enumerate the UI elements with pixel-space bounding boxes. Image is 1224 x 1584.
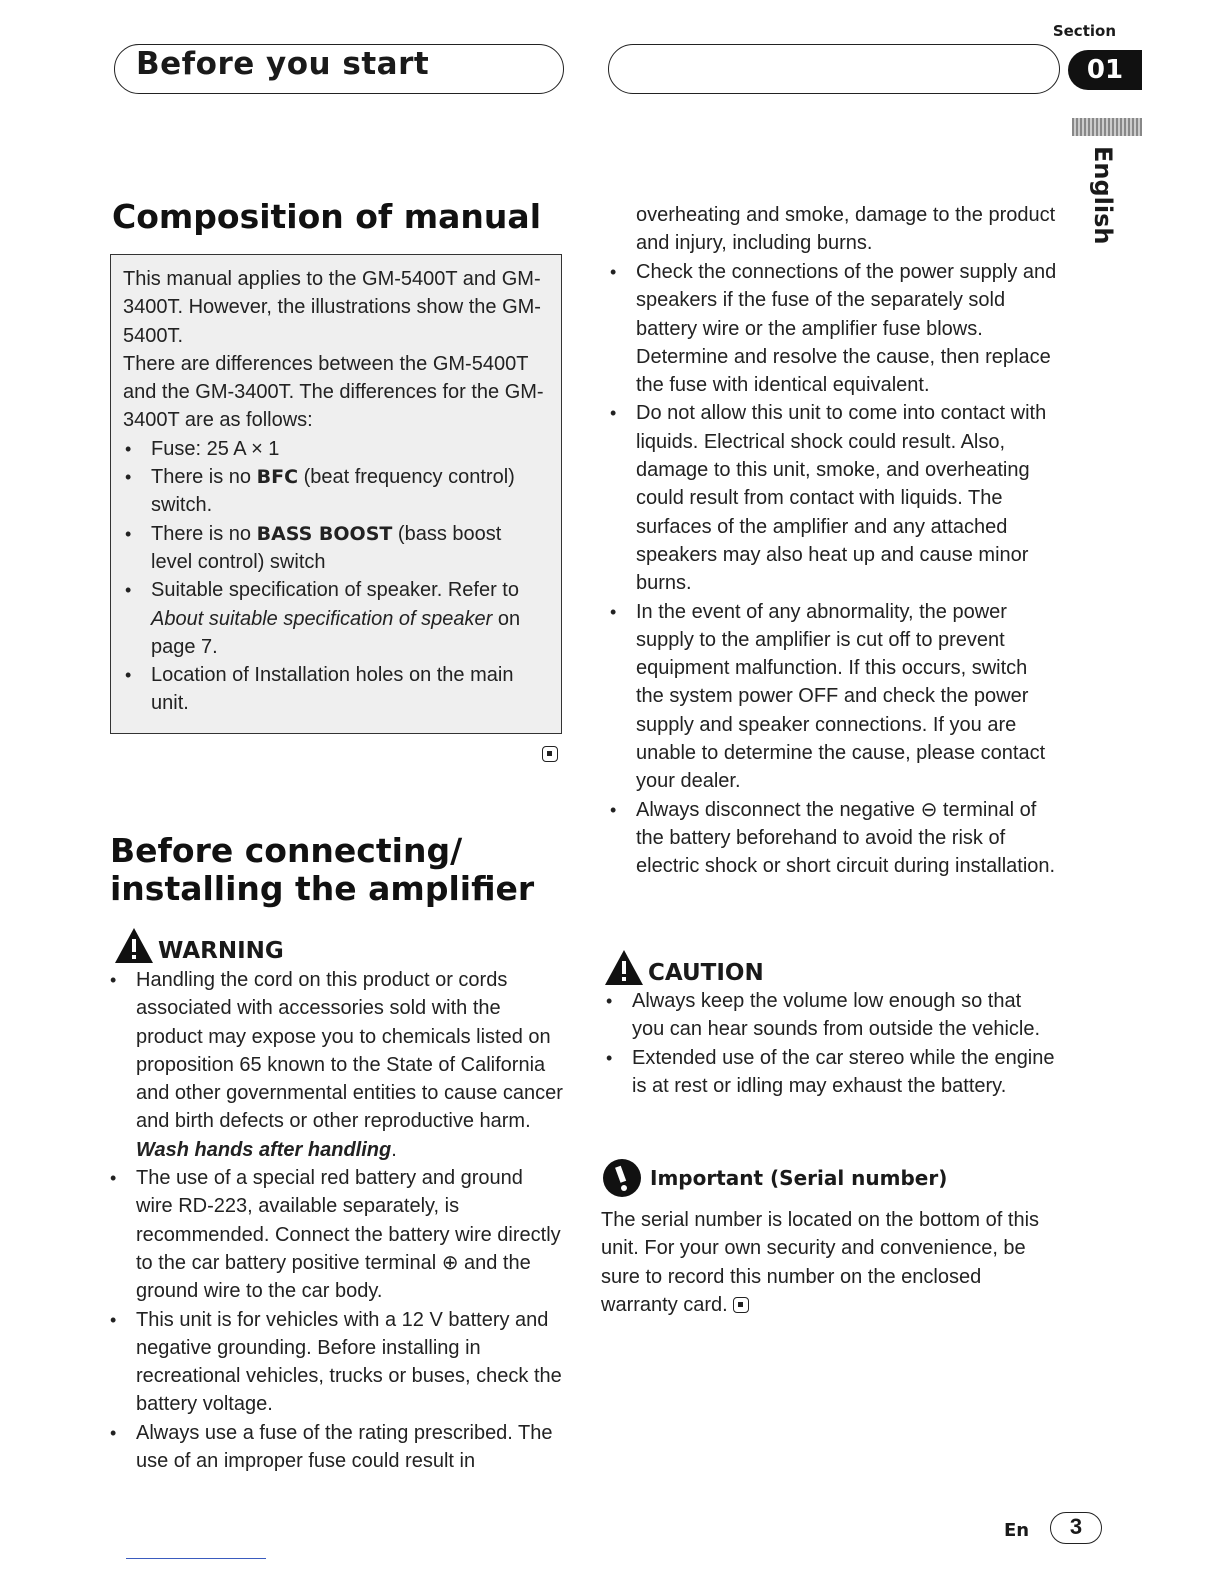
warning-list-continued: [608, 258, 1058, 881]
warning-item-5: Check the connections of the power supply and speakers if the fuse of the separately sold battery wire or the amplifier fuse blows. Determine and resolve the cause, then replace the fuse with identical equivalent.: [636, 261, 1057, 397]
list-item: [108, 1306, 564, 1419]
composition-intro-2: There are differences between the GM-5400T and the GM-3400T. The differences for the GM-3400T are as follows:: [123, 352, 544, 432]
composition-item-2-post: (beat frequency control) switch.: [151, 466, 515, 517]
composition-item-4-link: About suitable specification of speaker: [151, 607, 493, 630]
caution-item-2: Extended use of the car stereo while the engine is at rest or idling may exhaust the battery.: [632, 1046, 1055, 1097]
important-text-block: [601, 1206, 1053, 1319]
warning-item-8: Always disconnect the negative ⊖ terminal of the battery beforehand to avoid the risk of electric shock or short circuit during installation.: [636, 798, 1056, 878]
warning-item-1-post: .: [391, 1138, 397, 1161]
composition-item-4-post: on page 7.: [151, 607, 521, 658]
caution-list: [604, 987, 1058, 1100]
footer-language: En: [1004, 1520, 1030, 1541]
list-item: [608, 598, 1058, 796]
composition-heading: Composition of manual: [112, 197, 541, 236]
warning-item-3: This unit is for vehicles with a 12 V battery and negative grounding. Before installing in recreational vehicles, trucks or buses, check the battery voltage.: [136, 1308, 562, 1416]
list-item: [123, 463, 547, 520]
list-item: [108, 966, 564, 1164]
page-number: 3: [1050, 1512, 1102, 1544]
list-item: [604, 987, 1058, 1044]
warning-item-4: Always use a fuse of the rating prescribed. The use of an improper fuse could result in: [136, 1421, 553, 1473]
list-item: [608, 399, 1058, 597]
important-heading: [602, 1158, 947, 1198]
composition-item-2-pre: There is no: [151, 466, 257, 489]
important-info-icon: [602, 1158, 642, 1198]
list-item: [108, 1164, 564, 1305]
composition-item-3-pre: There is no: [151, 522, 257, 545]
caution-title: CAUTION: [648, 960, 764, 986]
section-label: Section: [1052, 22, 1116, 40]
warning-continuation: overheating and smoke, damage to the product and injury, including burns.: [636, 204, 1056, 255]
list-item: [123, 520, 547, 577]
composition-item-1: Fuse: 25 A × 1: [151, 437, 280, 460]
warning-item-7: In the event of any abnormality, the power supply to the amplifier is cut off to prevent equipment malfunction. If this occurs, switch the system power OFF and check the power supply and speaker connections. If you are unable to determine the cause, please contact your dealer.: [636, 600, 1046, 793]
language-label: English: [1089, 146, 1117, 245]
list-item: [604, 1044, 1058, 1101]
before-heading: [110, 832, 534, 908]
warning-item-2: The use of a special red battery and ground wire RD-223, available separately, is recommended. Connect the battery wire directly to the car battery positive terminal ⊕ and the ground wire to the car body.: [136, 1167, 561, 1303]
composition-intro-1: This manual applies to the GM-5400T and GM-3400T. However, the illustrations show the GM-5400T.: [123, 268, 541, 347]
warning-title: WARNING: [158, 938, 284, 964]
composition-item-2-bold: BFC: [256, 466, 299, 489]
composition-item-3-post: (bass boost level control) switch: [151, 522, 502, 573]
list-item: [123, 435, 547, 463]
language-tab-bar: [1072, 118, 1142, 136]
before-heading-line-1: Before connecting/: [110, 831, 463, 870]
footer-rule: [126, 1558, 266, 1559]
caution-triangle-icon: [604, 948, 644, 986]
end-mark-icon: [542, 746, 558, 762]
warning-item-1-text: Handling the cord on this product or cords associated with accessories sold with the product may expose you to chemicals listed on proposition 65 known to the State of California and other governmental entities to cause cancer and birth defects or other reproductive harm.: [136, 969, 563, 1133]
composition-box: [110, 254, 562, 734]
caution-heading: [604, 948, 764, 986]
list-item: [123, 576, 547, 661]
list-item: [123, 661, 547, 718]
warning-list: [108, 966, 564, 1475]
warning-heading: [114, 926, 284, 964]
composition-item-4-pre: Suitable specification of speaker. Refer to: [151, 579, 519, 602]
before-heading-line-2: installing the amplifier: [110, 869, 535, 908]
section-number: 01: [1068, 50, 1142, 90]
list-item: [108, 1419, 564, 1476]
header-empty-frame: [608, 44, 1060, 94]
composition-list: [123, 435, 547, 718]
warning-triangle-icon: [114, 926, 154, 964]
important-title: Important (Serial number): [650, 1166, 948, 1190]
list-item: [608, 796, 1058, 881]
caution-item-1: Always keep the volume low enough so that you can hear sounds from outside the vehicle.: [632, 990, 1041, 1041]
composition-item-3-bold: BASS BOOST: [256, 522, 393, 545]
important-text: The serial number is located on the bottom of this unit. For your own security and convenience, be sure to record this number on the enclosed warranty card.: [601, 1209, 1040, 1316]
warning-item-6: Do not allow this unit to come into contact with liquids. Electrical shock could result. Also, damage to this unit, smoke, and overheating could result from contact with liquids. The surfaces of the amplifier and any attached speakers may also heat up and cause minor burns.: [636, 402, 1047, 595]
composition-item-5: Location of Installation holes on the main unit.: [151, 664, 514, 715]
end-mark-icon: [733, 1297, 749, 1313]
warning-item-1-bold: Wash hands after handling: [136, 1138, 392, 1161]
list-item: [608, 258, 1058, 399]
header-title: Before you start: [136, 46, 430, 82]
